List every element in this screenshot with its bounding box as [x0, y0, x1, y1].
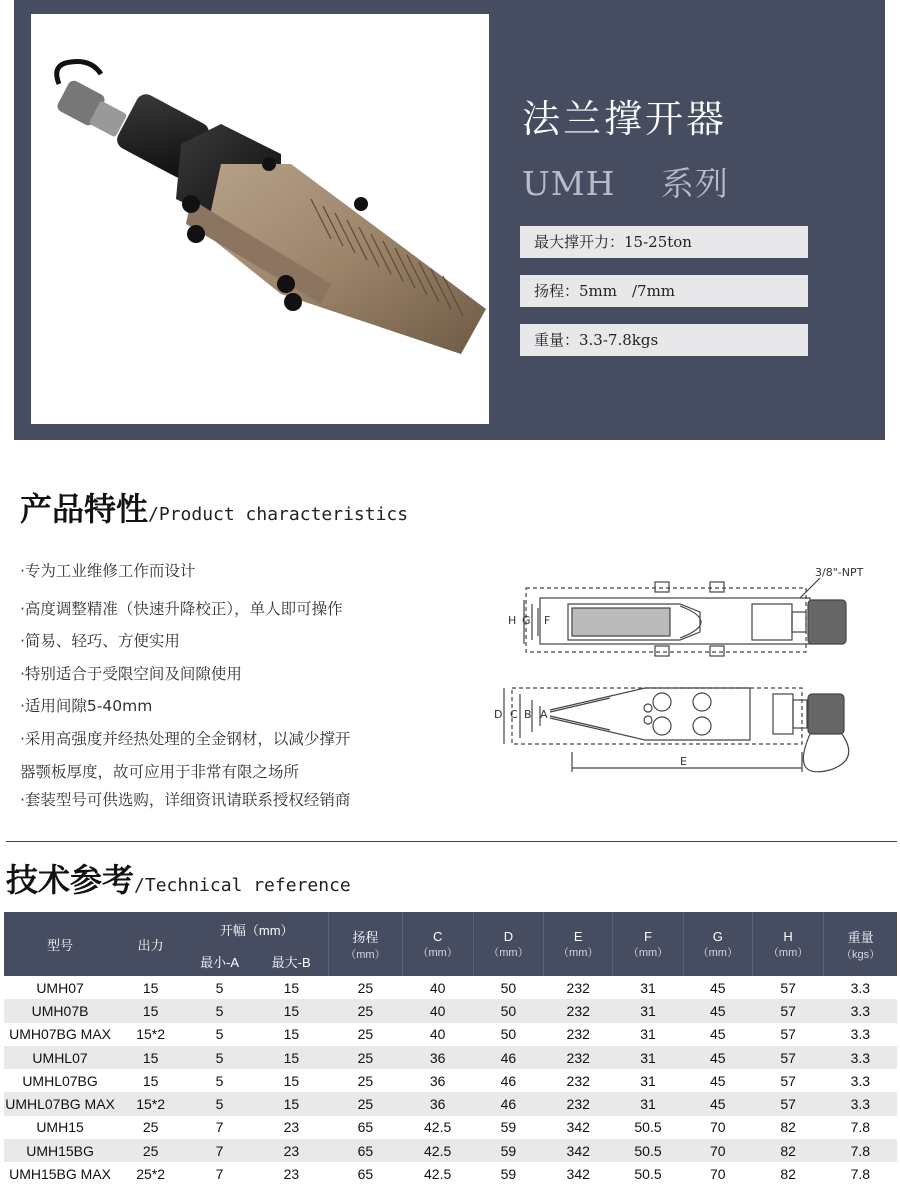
table-cell: 232	[544, 1092, 613, 1115]
table-cell: UMHL07	[4, 1046, 116, 1069]
col-force: 出力	[116, 912, 185, 976]
product-series: UMH 系列	[522, 164, 729, 203]
table-cell: 31	[613, 1046, 683, 1069]
col-f: F （mm）	[613, 912, 683, 976]
table-cell: 15*2	[116, 1092, 185, 1115]
table-cell: 50.5	[613, 1116, 683, 1139]
table-cell: 15	[254, 1046, 329, 1069]
col-e: E （mm）	[544, 912, 613, 976]
table-cell: 25*2	[116, 1162, 185, 1185]
table-cell: 232	[544, 976, 613, 999]
col-max-b: 最大-B	[254, 946, 329, 976]
table-cell: 25	[329, 1092, 402, 1115]
table-cell: 50	[473, 1023, 543, 1046]
table-cell: 25	[329, 999, 402, 1022]
table-cell: 23	[254, 1116, 329, 1139]
feature-item: ·适用间隙5-40mm	[20, 697, 153, 715]
table-cell: 31	[613, 976, 683, 999]
characteristics-heading-en: /Product characteristics	[148, 504, 409, 525]
table-cell: 7	[185, 1116, 254, 1139]
col-h: H （mm）	[752, 912, 823, 976]
table-cell: 15	[116, 1069, 185, 1092]
dim-e: E	[680, 755, 687, 768]
table-cell: 57	[752, 999, 823, 1022]
table-cell: 45	[683, 1092, 752, 1115]
table-cell: 46	[473, 1069, 543, 1092]
table-cell: 232	[544, 1069, 613, 1092]
dim-c: C	[510, 708, 518, 721]
table-cell: 40	[402, 999, 473, 1022]
table-cell: 59	[473, 1162, 543, 1185]
table-cell: 40	[402, 976, 473, 999]
table-cell: 15	[254, 976, 329, 999]
table-cell: 46	[473, 1046, 543, 1069]
product-title: 法兰撑开器	[522, 97, 728, 141]
table-cell: 46	[473, 1092, 543, 1115]
characteristics-heading-cn: 产品特性	[20, 490, 149, 528]
table-cell: 65	[329, 1116, 402, 1139]
table-cell: 36	[402, 1069, 473, 1092]
table-cell: 42.5	[402, 1139, 473, 1162]
table-cell: 25	[116, 1116, 185, 1139]
product-photo	[31, 14, 489, 424]
table-row	[4, 1046, 897, 1069]
table-cell: 36	[402, 1092, 473, 1115]
table-cell: UMHL07BG MAX	[4, 1092, 116, 1115]
dim-d: D	[494, 708, 503, 721]
table-cell: 342	[544, 1162, 613, 1185]
table-cell: 65	[329, 1162, 402, 1185]
table-cell: 15	[116, 999, 185, 1022]
table-cell: 45	[683, 1023, 752, 1046]
table-cell: 232	[544, 1023, 613, 1046]
table-cell: 23	[254, 1162, 329, 1185]
table-cell: 82	[752, 1139, 823, 1162]
feature-item: ·套装型号可供选购，详细资讯请联系授权经销商	[20, 791, 351, 809]
table-cell: 5	[185, 999, 254, 1022]
dim-f: F	[544, 614, 551, 627]
table-cell: 7.8	[824, 1139, 897, 1162]
table-cell: 23	[254, 1139, 329, 1162]
table-cell: 3.3	[824, 999, 897, 1022]
table-cell: 70	[683, 1162, 752, 1185]
table-cell: 31	[613, 1023, 683, 1046]
table-cell: 31	[613, 1069, 683, 1092]
table-cell: 5	[185, 1023, 254, 1046]
spec-max-force: 最大撑开力：15-25ton	[520, 226, 808, 258]
table-cell: 36	[402, 1046, 473, 1069]
col-weight: 重量 （kgs）	[824, 912, 897, 976]
table-cell: 45	[683, 1069, 752, 1092]
col-min-a: 最小-A	[185, 946, 254, 976]
table-cell: 15	[116, 1046, 185, 1069]
col-d: D （mm）	[473, 912, 543, 976]
table-cell: UMH07B	[4, 999, 116, 1022]
table-cell: 59	[473, 1116, 543, 1139]
table-cell: 25	[329, 1069, 402, 1092]
col-model: 型号	[4, 912, 116, 976]
table-cell: 5	[185, 976, 254, 999]
feature-item: ·特别适合于受限空间及间隙使用	[20, 665, 242, 683]
table-cell: 15	[254, 1023, 329, 1046]
table-cell: 42.5	[402, 1116, 473, 1139]
table-cell: 7.8	[824, 1116, 897, 1139]
table-cell: 50.5	[613, 1139, 683, 1162]
table-cell: 57	[752, 1092, 823, 1115]
table-row	[4, 1092, 897, 1115]
table-cell: UMH15	[4, 1116, 116, 1139]
reference-heading-en: /Technical reference	[134, 875, 351, 896]
table-cell: 82	[752, 1162, 823, 1185]
table-cell: 57	[752, 1023, 823, 1046]
table-cell: UMH15BG	[4, 1139, 116, 1162]
col-opening: 开幅（mm）	[185, 912, 329, 946]
table-cell: 15	[254, 1092, 329, 1115]
table-row	[4, 1023, 897, 1046]
header-banner	[14, 0, 885, 440]
table-cell: 3.3	[824, 1069, 897, 1092]
table-cell: 31	[613, 1092, 683, 1115]
feature-item: ·采用高强度并经热处理的全金钢材，以减少撑开	[20, 730, 351, 748]
table-cell: 342	[544, 1139, 613, 1162]
spec-table-body	[4, 976, 897, 1186]
table-cell: 50	[473, 976, 543, 999]
table-cell: 50	[473, 999, 543, 1022]
col-stroke: 扬程 （mm）	[329, 912, 402, 976]
table-cell: 57	[752, 1069, 823, 1092]
table-cell: 5	[185, 1046, 254, 1069]
section-divider	[6, 841, 897, 842]
feature-item: ·专为工业维修工作而设计	[20, 562, 196, 580]
table-cell: 232	[544, 1046, 613, 1069]
table-cell: 5	[185, 1092, 254, 1115]
table-row	[4, 1139, 897, 1162]
reference-heading-cn: 技术参考	[6, 861, 135, 899]
spec-stroke: 扬程：5mm /7mm	[520, 275, 808, 307]
table-cell: 342	[544, 1116, 613, 1139]
table-row	[4, 1069, 897, 1092]
table-cell: UMH07BG MAX	[4, 1023, 116, 1046]
dim-g: G	[522, 614, 531, 627]
table-cell: 82	[752, 1116, 823, 1139]
table-cell: 45	[683, 1046, 752, 1069]
table-cell: 3.3	[824, 1092, 897, 1115]
feature-item: ·简易、轻巧、方便实用	[20, 632, 180, 650]
table-cell: 59	[473, 1139, 543, 1162]
table-row	[4, 976, 897, 999]
table-cell: 25	[329, 1046, 402, 1069]
table-cell: 3.3	[824, 1046, 897, 1069]
col-g: G （mm）	[683, 912, 752, 976]
reference-heading	[6, 855, 351, 901]
col-c: C （mm）	[402, 912, 473, 976]
table-row	[4, 1116, 897, 1139]
table-cell: 15*2	[116, 1023, 185, 1046]
dim-b: B	[524, 708, 532, 721]
table-cell: 45	[683, 999, 752, 1022]
technical-drawing	[490, 560, 880, 780]
spec-weight: 重量：3.3-7.8kgs	[520, 324, 808, 356]
table-cell: 57	[752, 976, 823, 999]
table-cell: 15	[254, 1069, 329, 1092]
npt-label: 3/8"-NPT	[815, 566, 864, 579]
table-cell: 65	[329, 1139, 402, 1162]
table-cell: 15	[254, 999, 329, 1022]
table-cell: 57	[752, 1046, 823, 1069]
dim-a: A	[540, 708, 548, 721]
feature-item: 器颚板厚度，故可应用于非常有限之场所	[20, 763, 300, 781]
table-cell: 25	[329, 976, 402, 999]
table-cell: 7	[185, 1139, 254, 1162]
table-cell: 70	[683, 1139, 752, 1162]
table-cell: 42.5	[402, 1162, 473, 1185]
table-cell: 25	[329, 1023, 402, 1046]
table-cell: 232	[544, 999, 613, 1022]
dim-h: H	[508, 614, 517, 627]
table-cell: 70	[683, 1116, 752, 1139]
table-cell: UMH07	[4, 976, 116, 999]
table-cell: 3.3	[824, 976, 897, 999]
table-row	[4, 999, 897, 1022]
characteristics-heading	[20, 484, 408, 530]
table-cell: 3.3	[824, 1023, 897, 1046]
table-cell: 25	[116, 1139, 185, 1162]
table-cell: UMH15BG MAX	[4, 1162, 116, 1185]
table-cell: 40	[402, 1023, 473, 1046]
table-cell: 45	[683, 976, 752, 999]
table-cell: 15	[116, 976, 185, 999]
table-cell: 31	[613, 999, 683, 1022]
flange-spreader-image	[31, 14, 489, 424]
spec-table	[4, 912, 897, 1186]
table-cell: 7	[185, 1162, 254, 1185]
feature-item: ·高度调整精准（快速升降校正），单人即可操作	[20, 600, 343, 618]
table-cell: 50.5	[613, 1162, 683, 1185]
table-row	[4, 1162, 897, 1185]
table-cell: 5	[185, 1069, 254, 1092]
table-cell: UMHL07BG	[4, 1069, 116, 1092]
table-cell: 7.8	[824, 1162, 897, 1185]
